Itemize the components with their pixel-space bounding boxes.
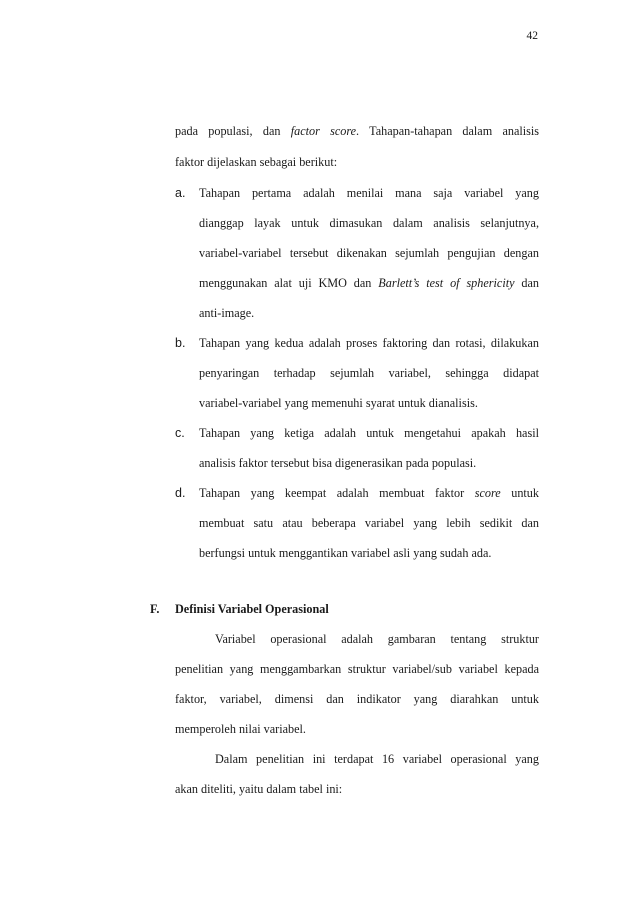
item-b-line-2: penyaringan terhadap sejumlah variabel, sehingga didapat	[199, 366, 539, 380]
item-a-text: dan	[514, 276, 539, 290]
intro-text: . Tahapan-tahapan dalam analisis	[356, 124, 540, 138]
para1-line-3: faktor, variabel, dimensi dan indikator yang diarahkan untuk	[175, 692, 539, 706]
item-a-text: menggunakan alat uji KMO dan	[199, 276, 379, 290]
section-title: Definisi Variabel Operasional	[175, 602, 329, 616]
para1-line-2: penelitian yang menggambarkan struktur variabel/sub variabel kepada	[175, 662, 539, 676]
item-b-line-1: Tahapan yang kedua adalah proses faktoring dan rotasi, dilakukan	[199, 336, 539, 350]
item-a-line-2: dianggap layak untuk dimasukan dalam analisis selanjutnya,	[199, 216, 539, 230]
para2-line-2: akan diteliti, yaitu dalam tabel ini:	[175, 782, 343, 796]
section-label: F.	[150, 602, 160, 616]
intro-text: pada populasi, dan	[175, 124, 291, 138]
item-d-emphasis: score	[474, 486, 501, 500]
item-a-line-4	[199, 275, 539, 291]
para1-line-4: memperoleh nilai variabel.	[175, 722, 306, 736]
intro-emphasis: factor score	[290, 124, 357, 138]
list-marker-d: d.	[175, 486, 186, 500]
item-a-emphasis: Barlett’s test of sphericity	[378, 276, 515, 290]
item-a-line-1: Tahapan pertama adalah menilai mana saja variabel yang	[199, 186, 539, 200]
item-d-text: Tahapan yang keempat adalah membuat faktor	[199, 486, 475, 500]
item-c-line-1: Tahapan yang ketiga adalah untuk mengetahui apakah hasil	[199, 426, 539, 440]
item-d-line-2: membuat satu atau beberapa variabel yang lebih sedikit dan	[199, 516, 539, 530]
list-marker-c: c.	[175, 426, 185, 440]
intro-line-1	[175, 123, 539, 139]
list-marker-a: a.	[175, 186, 186, 200]
para1-line-1: Variabel operasional adalah gambaran tentang struktur	[215, 632, 539, 646]
item-b-line-3: variabel-variabel yang memenuhi syarat untuk dianalisis.	[199, 396, 478, 410]
item-d-text: untuk	[500, 486, 539, 500]
intro-line-2: faktor dijelaskan sebagai berikut:	[175, 155, 338, 169]
item-a-line-3: variabel-variabel tersebut dikenakan sejumlah pengujian dengan	[199, 246, 539, 260]
item-c-line-2: analisis faktor tersebut bisa digenerasikan pada populasi.	[199, 456, 477, 470]
para2-line-1: Dalam penelitian ini terdapat 16 variabel operasional yang	[215, 752, 539, 766]
item-d-line-3: berfungsi untuk menggantikan variabel asli yang sudah ada.	[199, 546, 492, 560]
list-marker-b: b.	[175, 336, 186, 350]
item-d-line-1	[199, 485, 539, 501]
item-a-line-5: anti-image.	[199, 306, 255, 320]
page-number: 42	[526, 30, 538, 42]
